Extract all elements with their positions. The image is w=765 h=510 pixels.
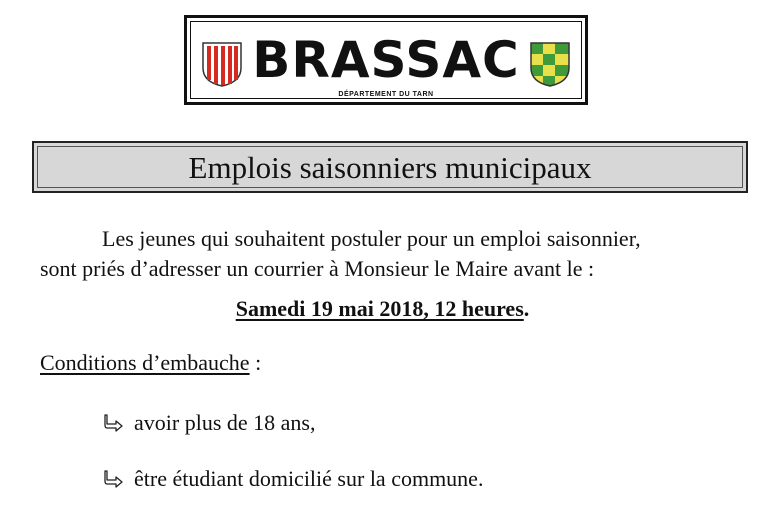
hollow-arrow-down-right-icon bbox=[104, 469, 124, 489]
intro-line-2: sont priés d’adresser un courrier à Monsieur le Maire avant le : bbox=[40, 256, 595, 281]
page-title: Emplois saisonniers municipaux bbox=[188, 150, 592, 185]
green-yellow-checkered-coat-of-arms-icon bbox=[529, 40, 571, 88]
town-logo bbox=[184, 15, 588, 105]
conditions-label: Conditions d’embauche bbox=[40, 350, 250, 375]
deadline-period: . bbox=[523, 296, 530, 321]
brand-name: BRASSAC bbox=[252, 31, 520, 89]
intro-line-1: Les jeunes qui souhaitent postuler pour un emploi saisonnier, bbox=[102, 226, 641, 251]
conditions-colon: : bbox=[249, 350, 262, 375]
conditions-heading bbox=[40, 348, 261, 378]
list-item bbox=[104, 464, 483, 494]
title-banner bbox=[32, 141, 748, 193]
red-striped-coat-of-arms-icon bbox=[201, 40, 243, 88]
list-item bbox=[104, 408, 315, 438]
department-label: DÉPARTEMENT DU TARN bbox=[338, 91, 434, 98]
deadline-date: Samedi 19 mai 2018, 12 heures bbox=[235, 296, 524, 321]
condition-text: être étudiant domicilié sur la commune. bbox=[134, 466, 484, 491]
condition-text: avoir plus de 18 ans, bbox=[134, 410, 316, 435]
hollow-arrow-down-right-icon bbox=[104, 413, 124, 433]
deadline bbox=[0, 294, 765, 324]
logo-inner-border bbox=[190, 21, 582, 99]
